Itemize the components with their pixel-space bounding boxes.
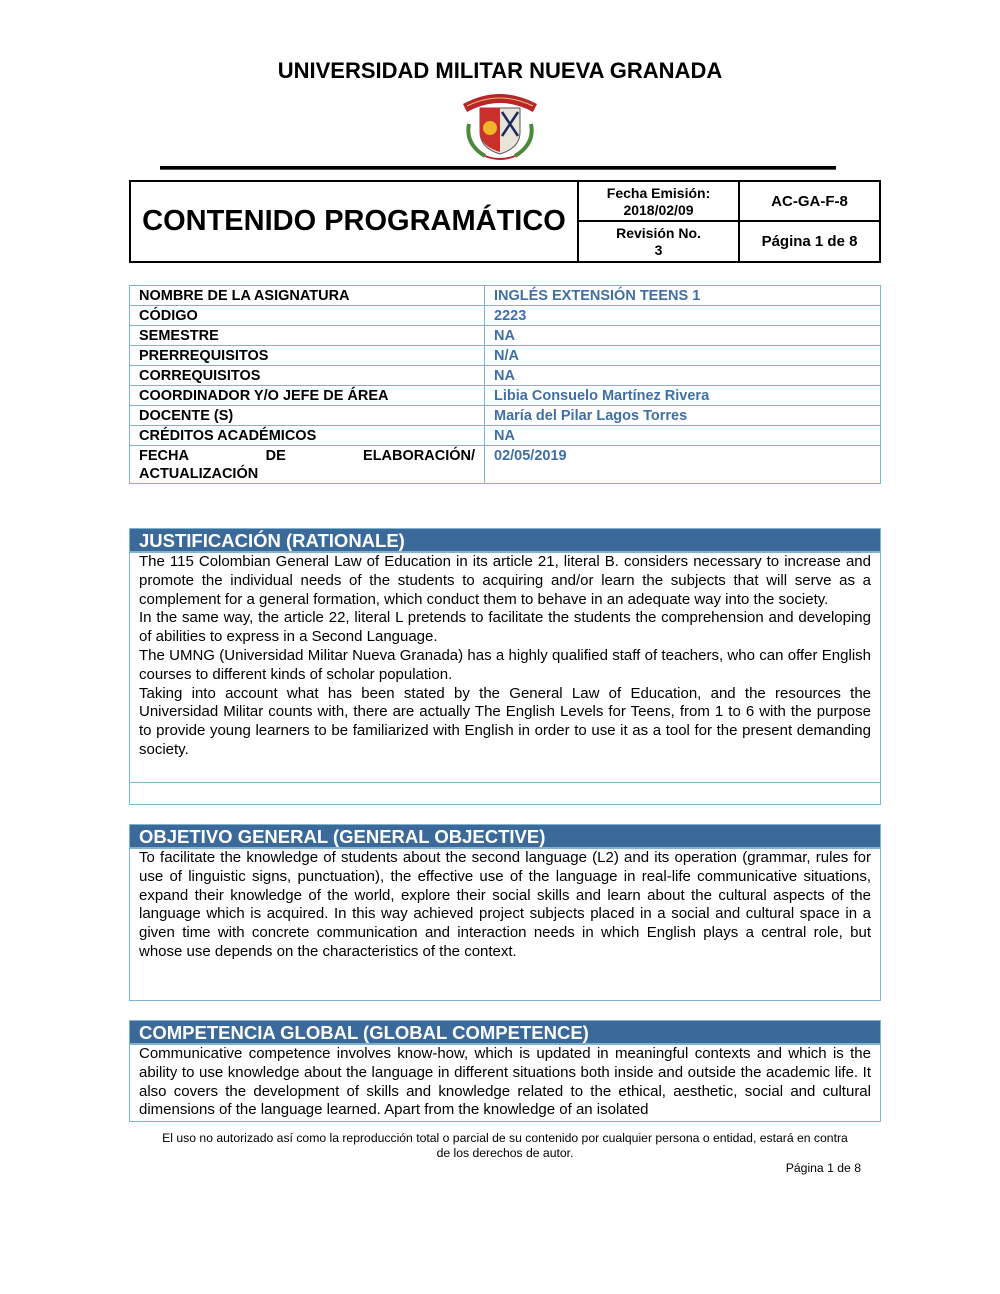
general-objective-section: [129, 824, 881, 1001]
info-key: [130, 446, 485, 484]
info-key-line1: FECHA DE ELABORACIÓN/: [139, 448, 475, 464]
table-row: [130, 306, 881, 326]
copyright-notice: [130, 1131, 880, 1161]
table-row: [130, 366, 881, 386]
info-key: CÓDIGO: [130, 306, 485, 326]
table-row: [130, 326, 881, 346]
document-title: CONTENIDO PROGRAMÁTICO: [131, 182, 579, 261]
section-body: [130, 553, 880, 783]
notice-line: de los derechos de autor.: [436, 1146, 574, 1160]
form-code: AC-GA-F-8: [740, 182, 879, 222]
paragraph: To facilitate the knowledge of students about the second language (L2) and its operation (grammar, rules for use of linguistic signs, punctuation), the effective use of the language in real-life communicative situations, expand their knowledge of the world, explore their social skills and learn about the cultural aspects of the language which is acquired. In this way achieved project subjects placed in a social and cultural space in a given time with concrete communication and interaction needs in which English plays a central role, but whose use depends on the characteristics of the context.: [139, 849, 871, 960]
paragraph: Taking into account what has been stated by the General Law of Education, and the resources the Universidad Militar counts with, there are actually The English Levels for Teens, from 1 to 6 with the purpose to provide young learners to be familiarized with English in order to use it as a tool for the present demanding society.: [139, 684, 871, 758]
info-key: COORDINADOR Y/O JEFE DE ÁREA: [130, 386, 485, 406]
section-heading: COMPETENCIA GLOBAL (GLOBAL COMPETENCE): [130, 1021, 880, 1045]
issue-date-cell: [579, 182, 740, 222]
info-value: NA: [485, 326, 881, 346]
table-row: [130, 446, 881, 484]
document-header-box: [129, 180, 881, 263]
info-value: 2223: [485, 306, 881, 326]
justification-section: [129, 528, 881, 805]
info-key: SEMESTRE: [130, 326, 485, 346]
info-key: PRERREQUISITOS: [130, 346, 485, 366]
notice-line: El uso no autorizado así como la reproducción total o parcial de su contenido por cualquier persona o entidad, estará en contra: [162, 1131, 848, 1145]
table-row: [130, 426, 881, 446]
paragraph: In the same way, the article 22, literal L pretends to facilitate the students the comprehension and developing of abilities to express in a Second Language.: [139, 609, 871, 646]
header-page-number: Página 1 de 8: [761, 233, 858, 250]
info-value: NA: [485, 366, 881, 386]
paragraph: The UMNG (Universidad Militar Nueva Granada) has a highly qualified staff of teachers, who can offer English courses to different kinds of scholar population.: [139, 646, 871, 683]
issue-date-value: 2018/02/09: [623, 202, 694, 218]
section-heading: OBJETIVO GENERAL (GENERAL OBJECTIVE): [130, 825, 880, 849]
info-key: CRÉDITOS ACADÉMICOS: [130, 426, 485, 446]
info-key: CORREQUISITOS: [130, 366, 485, 386]
table-row: [130, 386, 881, 406]
course-info-table: [129, 285, 881, 484]
paragraph: The 115 Colombian General Law of Education in its article 21, literal B. considers necessary to increase and promote the individual needs of the students to acquiring and/or learn the subjects that will serve as a complement for a general formation, which conduct them to behave in an adequate way into the society.: [139, 553, 871, 608]
section-body: [130, 849, 880, 962]
university-title: UNIVERSIDAD MILITAR NUEVA GRANADA: [277, 58, 723, 83]
info-value: N/A: [485, 346, 881, 366]
university-seal-logo: [455, 84, 545, 164]
paragraph: Communicative competence involves know-how, which is updated in meaningful contexts and which is the ability to use knowledge about the language in different situations both inside and outside the academic life. It also covers the development of skills and knowledge related to the ethical, aesthetic, social and cultural dimensions of the language learned. Apart from the knowledge of an isolated: [139, 1045, 871, 1119]
footer-page-number: Página 1 de 8: [785, 1161, 861, 1175]
info-value: Libia Consuelo Martínez Rivera: [485, 386, 881, 406]
table-row: [130, 286, 881, 306]
section-heading: JUSTIFICACIÓN (RATIONALE): [130, 529, 880, 553]
revision-cell: [579, 222, 740, 261]
info-key: NOMBRE DE LA ASIGNATURA: [130, 286, 485, 306]
header-divider: [160, 166, 836, 169]
info-value: 02/05/2019: [485, 446, 881, 484]
revision-label: Revisión No.: [616, 225, 701, 241]
info-key-line2: ACTUALIZACIÓN: [139, 466, 259, 482]
info-value: NA: [485, 426, 881, 446]
section-body: [130, 1045, 880, 1120]
table-row: [130, 346, 881, 366]
revision-value: 3: [654, 242, 663, 258]
info-value: María del Pilar Lagos Torres: [485, 406, 881, 426]
issue-date-label: Fecha Emisión:: [606, 185, 711, 201]
global-competence-section: [129, 1020, 881, 1122]
table-row: [130, 406, 881, 426]
info-key: DOCENTE (S): [130, 406, 485, 426]
info-value: INGLÉS EXTENSIÓN TEENS 1: [485, 286, 881, 306]
